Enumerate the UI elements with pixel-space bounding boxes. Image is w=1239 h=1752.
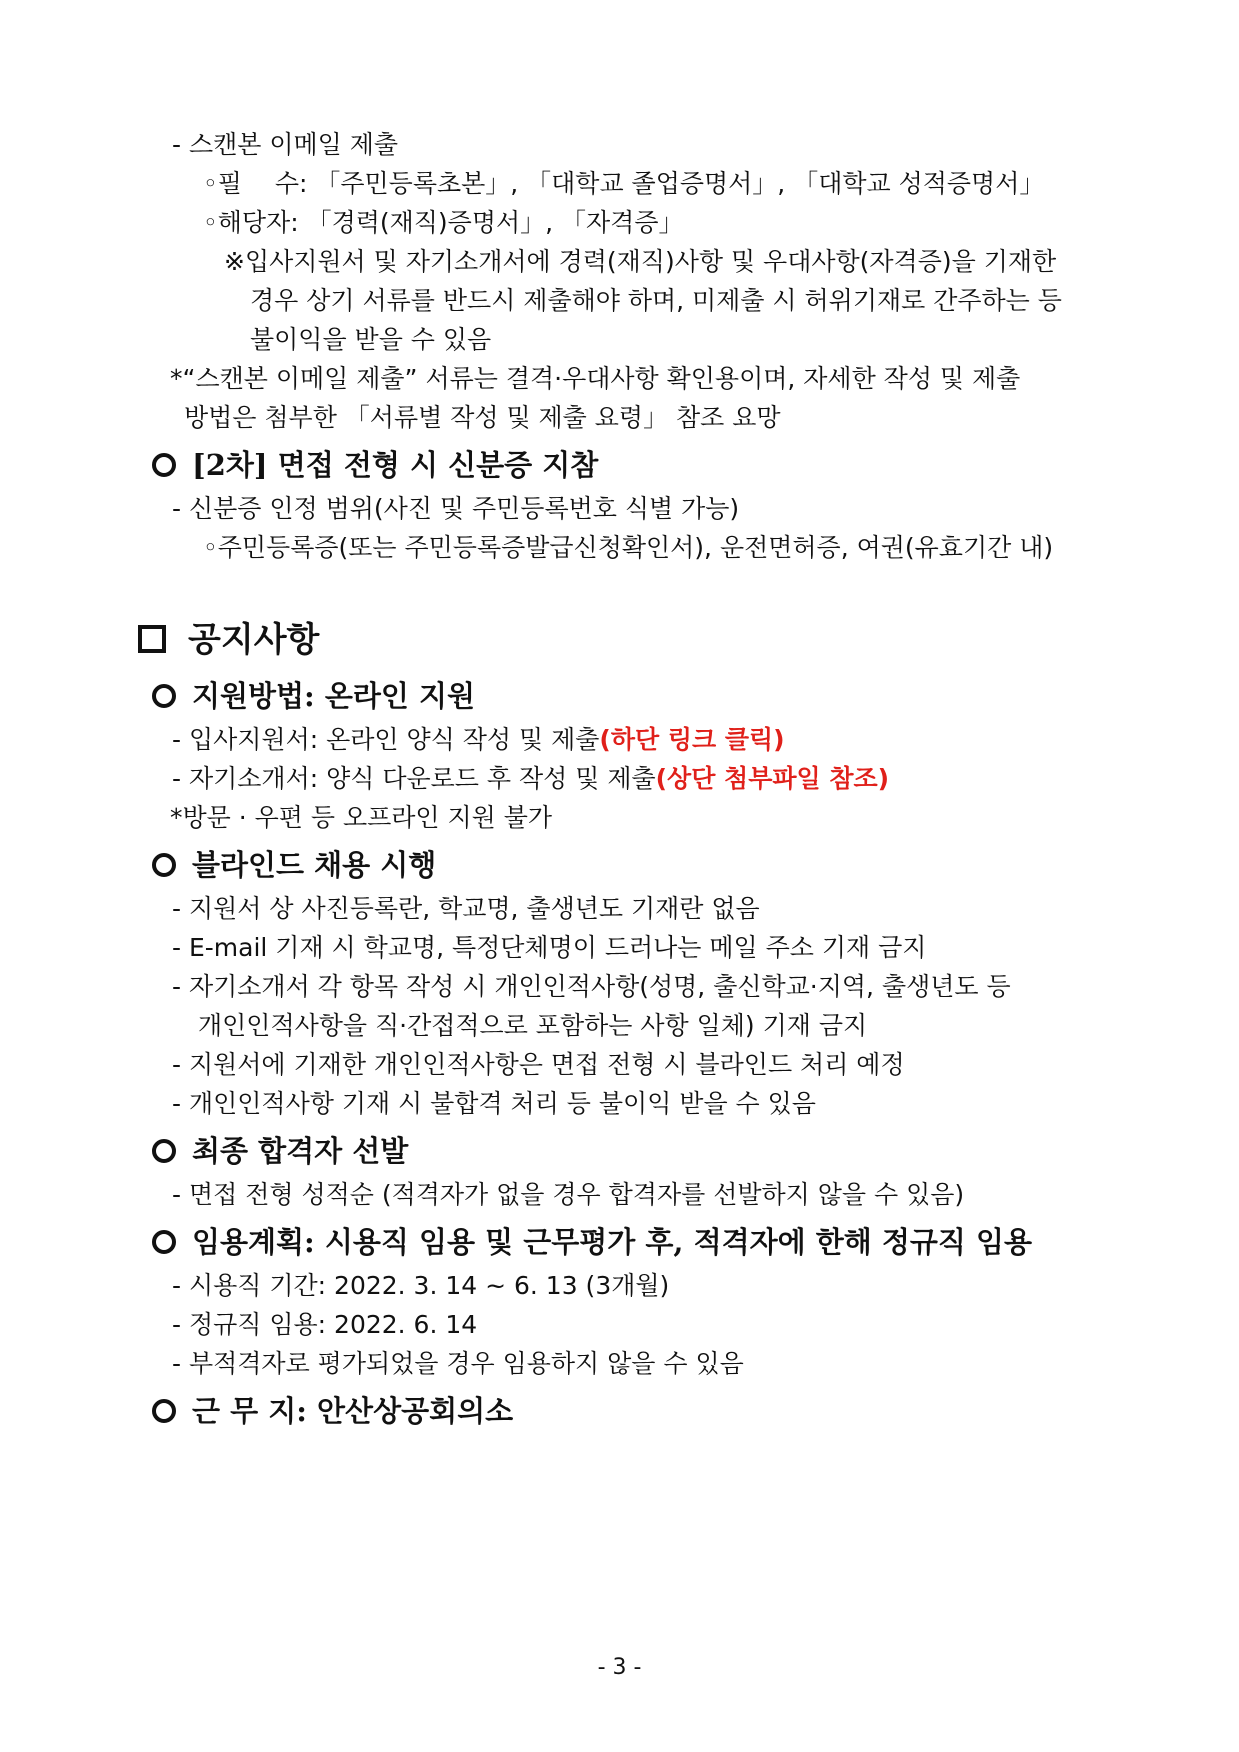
circle-bullet-icon — [152, 1399, 176, 1423]
conditional-docs-line: ◦해당자: 「경력(재직)증명서」, 「자격증」 — [203, 208, 684, 237]
id-section-heading — [152, 446, 598, 484]
blind-line-4: 개인인적사항을 직·간접적으로 포함하는 사항 일체) 기재 금지 — [198, 1011, 868, 1040]
scan-submit-line: - 스캔본 이메일 제출 — [172, 130, 399, 159]
apply-attachment-note: (상단 첨부파일 참조) — [655, 764, 890, 793]
scan-note-line-1: *“스캔본 이메일 제출” 서류는 결격·우대사항 확인용이며, 자세한 작성 및 제출 — [170, 364, 1021, 393]
apply-line-3: *방문 · 우편 등 오프라인 지원 불가 — [170, 803, 553, 832]
notice-title — [138, 618, 319, 662]
workplace-heading — [152, 1392, 513, 1430]
apply-line-2 — [172, 762, 889, 796]
apply-heading — [152, 677, 475, 715]
id-types-line: ◦주민등록증(또는 주민등록증발급신청확인서), 운전면허증, 여권(유효기간 내) — [203, 533, 1054, 562]
note-line-2: 경우 상기 서류를 반드시 제출해야 하며, 미제출 시 허위기재로 간주하는 등 — [250, 286, 1062, 315]
blind-line-5: - 지원서에 기재한 개인인적사항은 면접 전형 시 블라인드 처리 예정 — [172, 1050, 905, 1079]
final-line-1: - 면접 전형 성적순 (적격자가 없을 경우 합격자를 선발하지 않을 수 있음) — [172, 1180, 965, 1209]
id-range-line: - 신분증 인정 범위(사진 및 주민등록번호 식별 가능) — [172, 494, 740, 523]
plan-heading — [152, 1223, 1032, 1261]
blind-line-6: - 개인인적사항 기재 시 불합격 처리 등 불이익 받을 수 있음 — [172, 1089, 816, 1118]
circle-bullet-icon — [152, 453, 176, 477]
apply-line-1-text: - 입사지원서: 온라인 양식 작성 및 제출 — [172, 725, 600, 754]
plan-line-2: - 정규직 임용: 2022. 6. 14 — [172, 1310, 478, 1339]
workplace-heading-text: 근 무 지: 안산상공회의소 — [192, 1394, 514, 1428]
page-number: - 3 - — [597, 1655, 642, 1680]
blind-heading — [152, 846, 436, 884]
final-heading-text: 최종 합격자 선발 — [192, 1134, 409, 1168]
circle-bullet-icon — [152, 1230, 176, 1254]
circle-bullet-icon — [152, 684, 176, 708]
circle-bullet-icon — [152, 853, 176, 877]
blind-line-3: - 자기소개서 각 항목 작성 시 개인인적사항(성명, 출신학교·지역, 출생년도 등 — [172, 972, 1011, 1001]
circle-bullet-icon — [152, 1139, 176, 1163]
note-line-3: 불이익을 받을 수 있음 — [250, 325, 492, 354]
plan-heading-text: 임용계획: 시용직 임용 및 근무평가 후, 적격자에 한해 정규직 임용 — [192, 1225, 1033, 1259]
square-bullet-icon — [138, 625, 166, 653]
apply-heading-text: 지원방법: 온라인 지원 — [192, 679, 476, 713]
blind-line-1: - 지원서 상 사진등록란, 학교명, 출생년도 기재란 없음 — [172, 894, 760, 923]
plan-line-3: - 부적격자로 평가되었을 경우 임용하지 않을 수 있음 — [172, 1349, 744, 1378]
note-line-1: ※입사지원서 및 자기소개서에 경력(재직)사항 및 우대사항(자격증)을 기재한 — [224, 247, 1057, 276]
blind-line-2: - E-mail 기재 시 학교명, 특정단체명이 드러나는 메일 주소 기재 금지 — [172, 933, 927, 962]
apply-link-note: (하단 링크 클릭) — [599, 725, 785, 754]
required-docs-line: ◦필 수: 「주민등록초본」, 「대학교 졸업증명서」, 「대학교 성적증명서」 — [203, 169, 1045, 198]
plan-line-1: - 시용직 기간: 2022. 3. 14 ~ 6. 13 (3개월) — [172, 1271, 670, 1300]
blind-heading-text: 블라인드 채용 시행 — [192, 848, 437, 882]
notice-title-text: 공지사항 — [188, 620, 320, 660]
id-section-heading-text: [2차] 면접 전형 시 신분증 지참 — [192, 448, 599, 482]
apply-line-1 — [172, 723, 785, 757]
apply-line-2-text: - 자기소개서: 양식 다운로드 후 작성 및 제출 — [172, 764, 656, 793]
scan-note-line-2: 방법은 첨부한 「서류별 작성 및 제출 요령」 참조 요망 — [184, 403, 781, 432]
final-heading — [152, 1132, 408, 1170]
